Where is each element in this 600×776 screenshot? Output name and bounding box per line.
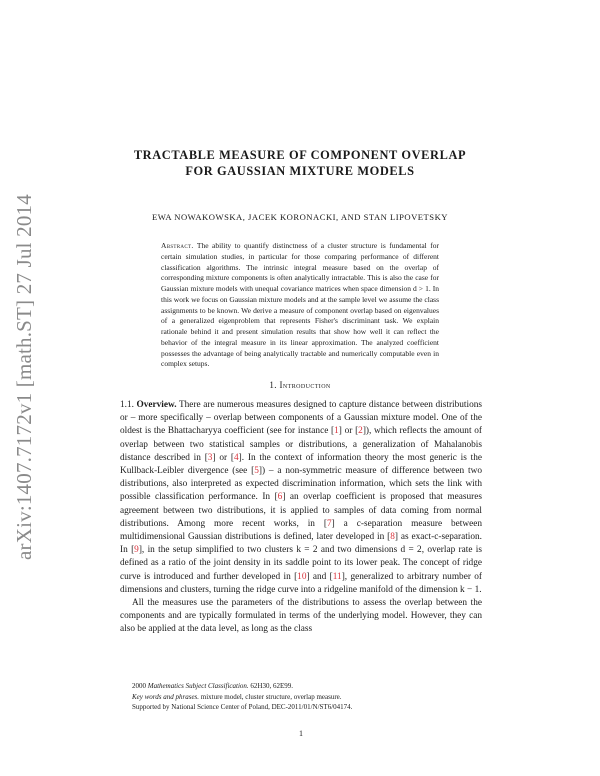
citation-link[interactable]: 4 — [233, 452, 239, 463]
text-run: ]. In the context of information theory the most generic is the Kullback-Leibler divergence (see [ — [120, 452, 482, 477]
text-run: ] or [ — [212, 452, 234, 463]
text-run: ] an overlap coefficient is proposed that measures agreement between two distributions, it is applied to samples of data coming from normal distributions. Among more recent works, in [ — [120, 492, 482, 529]
title-line-1: TRACTABLE MEASURE OF COMPONENT OVERLAP — [133, 148, 467, 162]
text-run: ] a c-separation measure between multidimensional Gaussian distributions is defined, later developed in [ — [120, 518, 482, 543]
citation-link[interactable]: 2 — [358, 426, 363, 437]
text-run: ], generalized to arbitrary number of dimensions and clusters, turning the ridge curve into a ridgeline manifold of the dimension k − 1. — [120, 571, 482, 595]
text-run: ], in the setup simplified to two clusters k = 2 and two dimensions d = 2, overlap rate is defined as a ratio of the joint density in its saddle point to its lower peak. The concept of ridge curve is introduced and further developed in [ — [120, 545, 482, 582]
paper-authors: EWA NOWAKOWSKA, JACEK KORONACKI, AND STAN LIPOVETSKY — [151, 212, 448, 222]
footnote-keywords — [120, 692, 482, 703]
text-run: ] as exact-c-separation. In [ — [120, 532, 482, 556]
footnotes — [120, 681, 482, 713]
citation-link[interactable]: 5 — [254, 466, 259, 477]
arxiv-identifier: arXiv:1407.7172v1 [math.ST] 27 Jul 2014 — [12, 194, 36, 560]
text-run: ]), which reflects the amount of overlap between two statistical samples or distributions, a generalization of Mahalanobis distance described in [ — [120, 426, 482, 463]
footnote-msc — [120, 681, 482, 692]
text-run: Mathematics Subject Classification. — [147, 682, 249, 690]
paragraph-1 — [120, 399, 482, 597]
page-number: 1 — [299, 729, 303, 738]
footnote-funding: Supported by National Science Center of Poland, DEC-2011/01/N/ST6/04174. — [132, 703, 353, 711]
section-number: 1. — [269, 380, 277, 390]
text-run: ] and [ — [306, 571, 333, 582]
abstract — [161, 241, 439, 370]
text-run: 62H30, 62E99. — [248, 682, 293, 690]
section-heading — [120, 380, 480, 390]
citation-link[interactable]: 11 — [332, 571, 342, 582]
paper-title — [100, 147, 500, 179]
text-run: Key words and phrases. — [132, 692, 200, 701]
citation-link[interactable]: 9 — [134, 545, 139, 556]
citation-link[interactable]: 8 — [390, 532, 395, 543]
citation-link[interactable]: 10 — [297, 571, 307, 582]
text-run: mixture model, cluster structure, overlap measure. — [199, 692, 342, 701]
subsection-number: 1.1. — [120, 400, 134, 410]
text-run: ]) – a non-symmetric measure of difference between two distributions, also interpreted as expected discrimination information, which sets the link with possible classification performance. In [ — [120, 466, 482, 503]
body-text — [120, 399, 482, 637]
citation-link[interactable]: 7 — [327, 518, 332, 529]
citation-link[interactable]: 1 — [334, 426, 339, 437]
paragraph-2: All the measures use the parameters of the distributions to assess the overlap between the components and are typically formulated in terms of the underlying model. However, they can also be applied at the data level, as long as the class — [120, 598, 482, 635]
subsection-title: Overview. — [136, 400, 177, 410]
citation-link[interactable]: 6 — [277, 492, 283, 503]
title-line-2: FOR GAUSSIAN MIXTURE MODELS — [185, 164, 415, 178]
section-title: Introduction — [279, 380, 331, 390]
text-run: ] or [ — [338, 426, 359, 437]
text-run: There are numerous measures designed to capture distance between distributions or – more specifically – overlap between components of a Gaussian mixture model. One of the oldest is the Bhattacharyya coefficient (see for instance [ — [120, 400, 482, 437]
citation-link[interactable]: 3 — [207, 452, 213, 463]
text-run: 2000 — [132, 682, 148, 690]
abstract-label: Abstract. — [161, 241, 194, 250]
abstract-text: The ability to quantify distinctness of a cluster structure is fundamental for certain simulation studies, in particular for those comparing performance of different classification algorithms. The intrinsic integral measure based on the overlap of corresponding mixture components is often analytically intractable. This is also the case for Gaussian mixture models with unequal covariance matrices when space dimension d > 1. In this work we focus on Gaussian mixture models and at the sample level we assume the class assignments to be known. We derive a measure of component overlap based on eigenvalues of a generalized eigenproblem that represents Fisher's discriminant task. We explain rationale behind it and present simulation results that show how well it can reflect the behavior of the integral measure in its linear approximation. The analyzed coefficient possesses the advantage of being analytically tractable and numerically computable even in complex setups. — [161, 241, 439, 369]
